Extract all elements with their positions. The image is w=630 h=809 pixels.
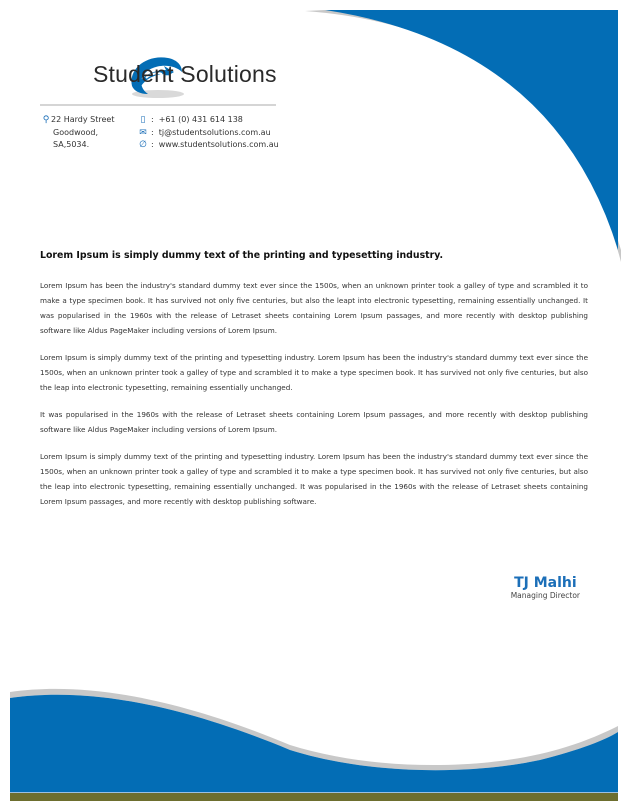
- email-address[interactable]: tj@studentsolutions.com.au: [158, 127, 271, 137]
- paragraph: Lorem Ipsum is simply dummy text of the printing and typesetting industry. Lorem Ipsum has been the industry's standard dummy text ever since the 1500s, when an unknown printer took a galley of type and scrambled it to make a type specimen book. It has survived not only five centuries, but also the leap into electronic typesetting, remaining essentially unchanged. It was popularised in the 1960s with the release of Letraset sheets containing Lorem Ipsum passages, and more recently with desktop publishing software.: [40, 452, 588, 506]
- address-line: SA,5034.: [53, 140, 90, 149]
- email-icon: ✉: [139, 127, 147, 138]
- contact-block: ▯ : +61 (0) 431 614 138 ✉ : tj@studentsolutions.com.au ∅ : www.studentsolutions.com.au: [139, 115, 279, 150]
- signature-block: [511, 575, 580, 600]
- bottom-band: [10, 792, 618, 801]
- phone-number: +61 (0) 431 614 138: [158, 115, 243, 124]
- address-line: Goodwood,: [53, 127, 99, 137]
- website-url[interactable]: www.studentsolutions.com.au: [158, 140, 279, 149]
- paragraph: It was popularised in the 1960s with the release of Letraset sheets containing Lorem Ipsum passages, and more recently with desktop publishing software like Aldus PageMaker including versions of Lorem Ipsum.: [40, 410, 588, 434]
- brand-name: Student Solutions: [93, 61, 277, 87]
- map-pin-icon: ⚲: [42, 115, 50, 125]
- letter-body: [40, 278, 588, 521]
- paragraph: Lorem Ipsum is simply dummy text of the printing and typesetting industry. Lorem Ipsum has been the industry's standard dummy text ever since the 1500s, when an unknown printer took a galley of type and scrambled it to make a type specimen book. It has survived not only five centuries, but also the leap into electronic typesetting, remaining essentially unchanged.: [40, 353, 588, 392]
- header-divider: [40, 104, 276, 106]
- paragraph: Lorem Ipsum has been the industry's standard dummy text ever since the 1500s, when an unknown printer took a galley of type and scrambled it to make a type specimen book. It has survived not only five centuries, but also the leapt into electronic typesetting, remaining essentially unchanged. It was popularised in the 1960s with the release of Letraset sheets containing Lorem Ipsum passages, and more recently with desktop publishing software like Aldus PageMaker including versions of Lorem Ipsum.: [40, 281, 588, 335]
- web-icon: ∅: [139, 140, 147, 150]
- signatory-title: Managing Director: [510, 591, 580, 600]
- signatory-name: TJ Malhi: [514, 575, 577, 591]
- bottom-wave: [10, 695, 618, 792]
- phone-icon: ▯: [140, 115, 146, 125]
- top-right-swoosh: [325, 10, 618, 250]
- letter-heading: Lorem Ipsum is simply dummy text of the printing and typesetting industry.: [40, 250, 444, 261]
- address-block: [41, 114, 114, 152]
- address-line: 22 Hardy Street: [51, 115, 115, 124]
